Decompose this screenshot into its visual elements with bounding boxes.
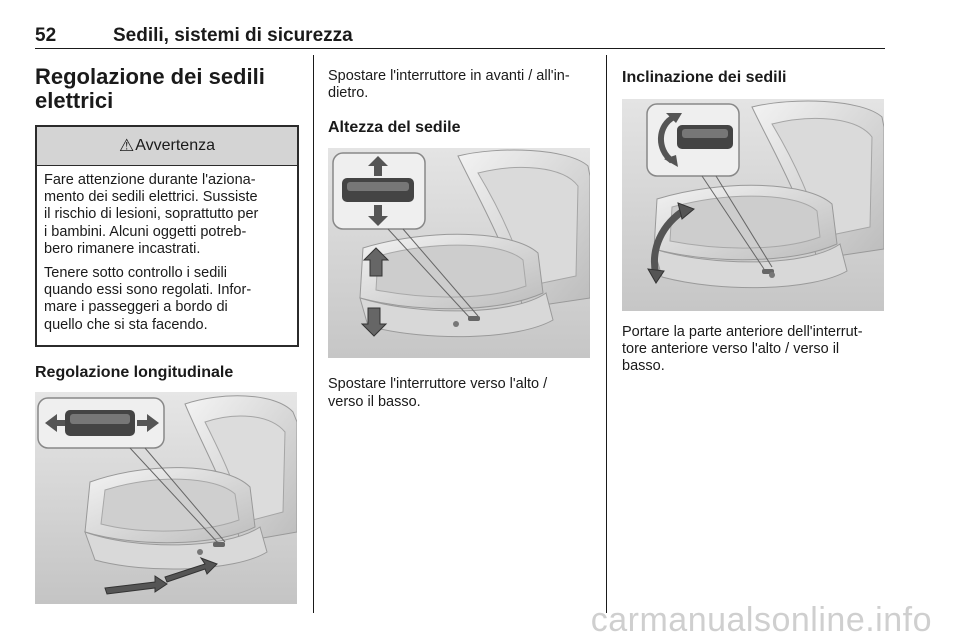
text-line: mare i passeggeri a bordo di [44,299,228,316]
seat-longitudinal-illustration [35,392,297,604]
text-line: dietro. [328,85,369,102]
section-title: Sedili, sistemi di sicurezza [113,25,353,46]
page-header [35,22,885,49]
subheading-seat-tilt: Inclinazione dei sedili [622,69,787,86]
page-title-line: elettrici [35,88,114,113]
text-line: Spostare l'interruttore in avanti / all'in- [328,68,570,84]
column-divider [606,55,607,613]
subheading-seat-height: Altezza del sedile [328,119,461,137]
subheading-longitudinal: Regolazione longitudinale [35,363,234,381]
page-number: 52 [35,25,57,46]
column-right [622,55,886,376]
paragraph-tilt-instruction [622,324,886,376]
column-divider [313,55,314,613]
text-line: verso il basso. [328,393,421,410]
text-line: Portare la parte anteriore dell'interrut- [622,324,863,340]
text-line: Fare attenzione durante l'aziona- [44,172,256,188]
text-line: quello che si sta facendo. [44,316,208,333]
seat-tilt-illustration [622,99,884,311]
text-line: mento dei sedili elettrici. Sussiste [44,189,258,206]
seat-height-illustration [328,148,590,358]
warning-box [35,125,299,347]
column-middle [328,55,590,411]
warning-paragraph [44,172,291,258]
warning-label: Avvertenza [135,137,215,154]
warning-paragraph [44,265,291,334]
text-line: i bambini. Alcuni oggetti potreb- [44,223,247,240]
warning-header [37,127,297,166]
text-line: tore anteriore verso l'alto / verso il [622,341,840,358]
text-line: Spostare l'interruttore verso l'alto / [328,376,548,393]
watermark: carmanualsonline.info [590,601,932,639]
page-title-line: Regolazione dei sedili [35,64,265,89]
text-line: quando essi sono regolati. Infor- [44,282,252,299]
text-line: basso. [622,358,665,375]
column-left [35,55,299,604]
warning-body [37,166,297,345]
paragraph-longitudinal-instruction [328,68,590,102]
text-line: bero rimanere incastrati. [44,240,201,257]
warning-triangle-icon: ⚠ [119,136,135,155]
paragraph-height-instruction [328,376,590,410]
text-line: Tenere sotto controllo i sedili [44,265,227,282]
text-line: il rischio di lesioni, soprattutto per [44,206,259,223]
page-title [35,65,299,113]
